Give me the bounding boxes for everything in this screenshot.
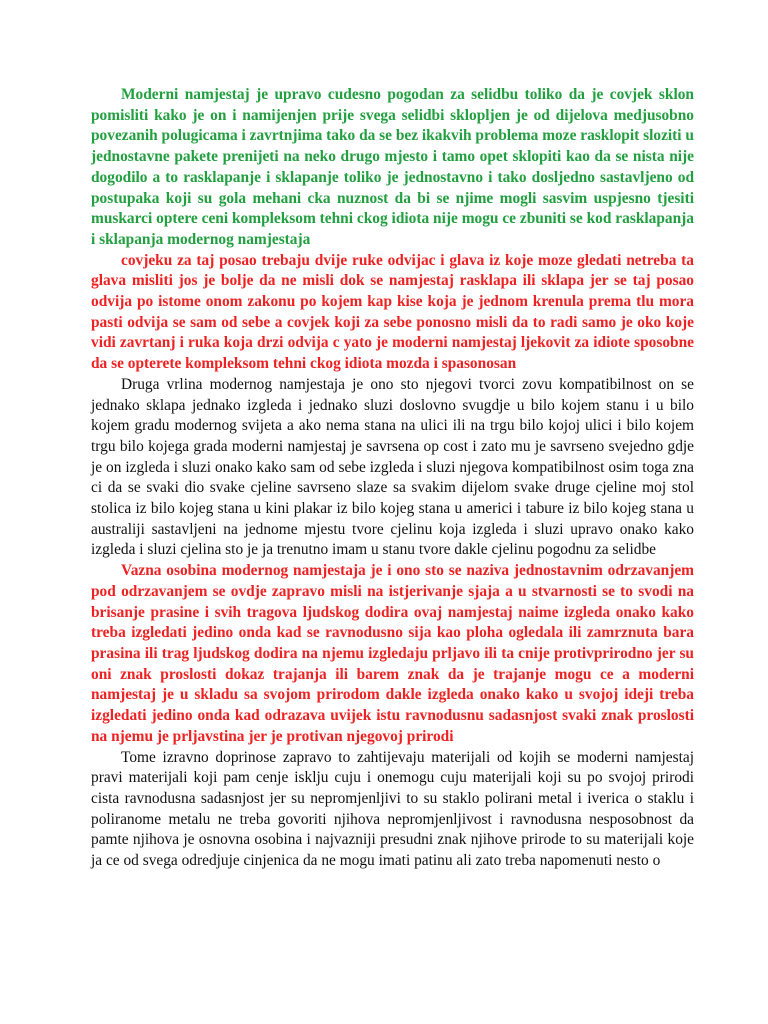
paragraph-5: Tome izravno doprinose zapravo to zahtijevaju materijali od kojih se moderni namjestaj pravi materijali koji pam cenje isklju cuju i onemogu cuju materijali koji su po svojoj prirodi cista ravnodusna sadasnjost jer su nepromjenljivi to su staklo polirani metal i iverica o staklu i poliranome metalu ne treba govoriti njihova nepromjenljivost i ravnodusna nesposobnost da pamte njihova je osnovna osobina i najvazniji presudni znak njihove prirode to su materijali koje ja ce od svega odredjuje cinjenica da ne mogu imati patinu ali zato treba napomenuti nesto o (91, 748, 694, 870)
paragraph-1: Moderni namjestaj je upravo cudesno pogodan za selidbu toliko da je covjek sklon pomisliti kako je on i namijenjen prije svega selidbi sklopljen je od dijelova medjusobno povezanih polugicama i zavrtnjima tako da se bez ikakvih problema moze rasklopit sloziti u jednostavne pakete prenijeti na neko drugo mjesto i tamo opet sklopiti kao da se nista nije dogodilo a to rasklapanje i sklapanje toliko je jednostavno i tako dosljedno sastavljeno od postupaka koji su gola mehani cka nuznost da bi se njime mogli sasvim uspjesno tjesiti muskarci optere ceni kompleksom tehni ckog idiota nije mogu ce zbuniti se kod rasklapanja i sklapanja modernog namjestaja (91, 86, 694, 248)
paragraph-2: covjeku za taj posao trebaju dvije ruke odvijac i glava iz koje moze gledati netreba ta glava misliti jos je bolje da ne misli dok se namjestaj rasklapa ili sklapa jer se taj posao odvija po istome onom zakonu po kojem kap kise koja je jednom krenula prema tlu mora pasti odvija se sam od sebe a covjek koji za sebe ponosno misli da to radi samo je oko koje vidi zavrtanj i ruka koja drzi odvija c yato je moderni namjestaj ljekovit za idiote sposobne da se opterete kompleksom tehni ckog idiota mozda i spasonosan (91, 251, 694, 373)
paragraph-4: Vazna osobina modernog namjestaja je i ono sto se naziva jednostavnim odrzavanjem pod odrzavanjem se ovdje zapravo misli na istjerivanje sjaja a u stvarnosti se to svodi na brisanje prasine i svih tragova ljudskog dodira ovaj namjestaj naime izgleda onako kako treba izgledati jedino onda kad se ravnodusno sija kao ploha ogledala ili zamrznuta bara prasina ili trag ljudskog dodira na njemu izgledaju prljavo ili ta cnije protivprirodno jer su oni znak proslosti dokaz trajanja ili barem znak da je trajanje mogu ce a moderni namjestaj je u skladu sa svojom prirodom dakle izgleda onako kako u svojoj ideji treba izgledati jedino onda kad odrazava uvijek istu ravnodusnu sadasnjost svaki znak proslosti na njemu je prljavstina jer je protivan njegovoj prirodi (91, 562, 694, 745)
document-page (91, 85, 694, 872)
paragraph-3: Druga vrlina modernog namjestaja je ono sto njegovi tvorci zovu kompatibilnost on se jednako sklapa jednako izgleda i jednako sluzi doslovno svugdje u bilo kojem stanu i u bilo kojem gradu modernog svijeta a ako nema stana na ulici ili na trgu bilo kojoj ulici i bilo kojem trgu bilo kojega grada moderni namjestaj je savrsena op cost i zato mu je savrseno svejedno gdje je on izgleda i sluzi onako kako sam od sebe izgleda i sluzi njegova kompatibilnost osim toga zna ci da se svaki dio svake cjeline savrseno slaze sa svakim dijelom svake druge cjeline moj stol stolica iz bilo kojeg stana u kini plakar iz bilo kojeg stana u americi i tabure iz bilo kojeg stana u australiji sastavljeni na jednome mjestu tvore cjelinu koja izgleda i sluzi upravo onako kako izgleda i sluzi cjelina sto je ja trenutno imam u stanu tvore dakle cjelinu pogodnu za selidbe (91, 375, 694, 559)
